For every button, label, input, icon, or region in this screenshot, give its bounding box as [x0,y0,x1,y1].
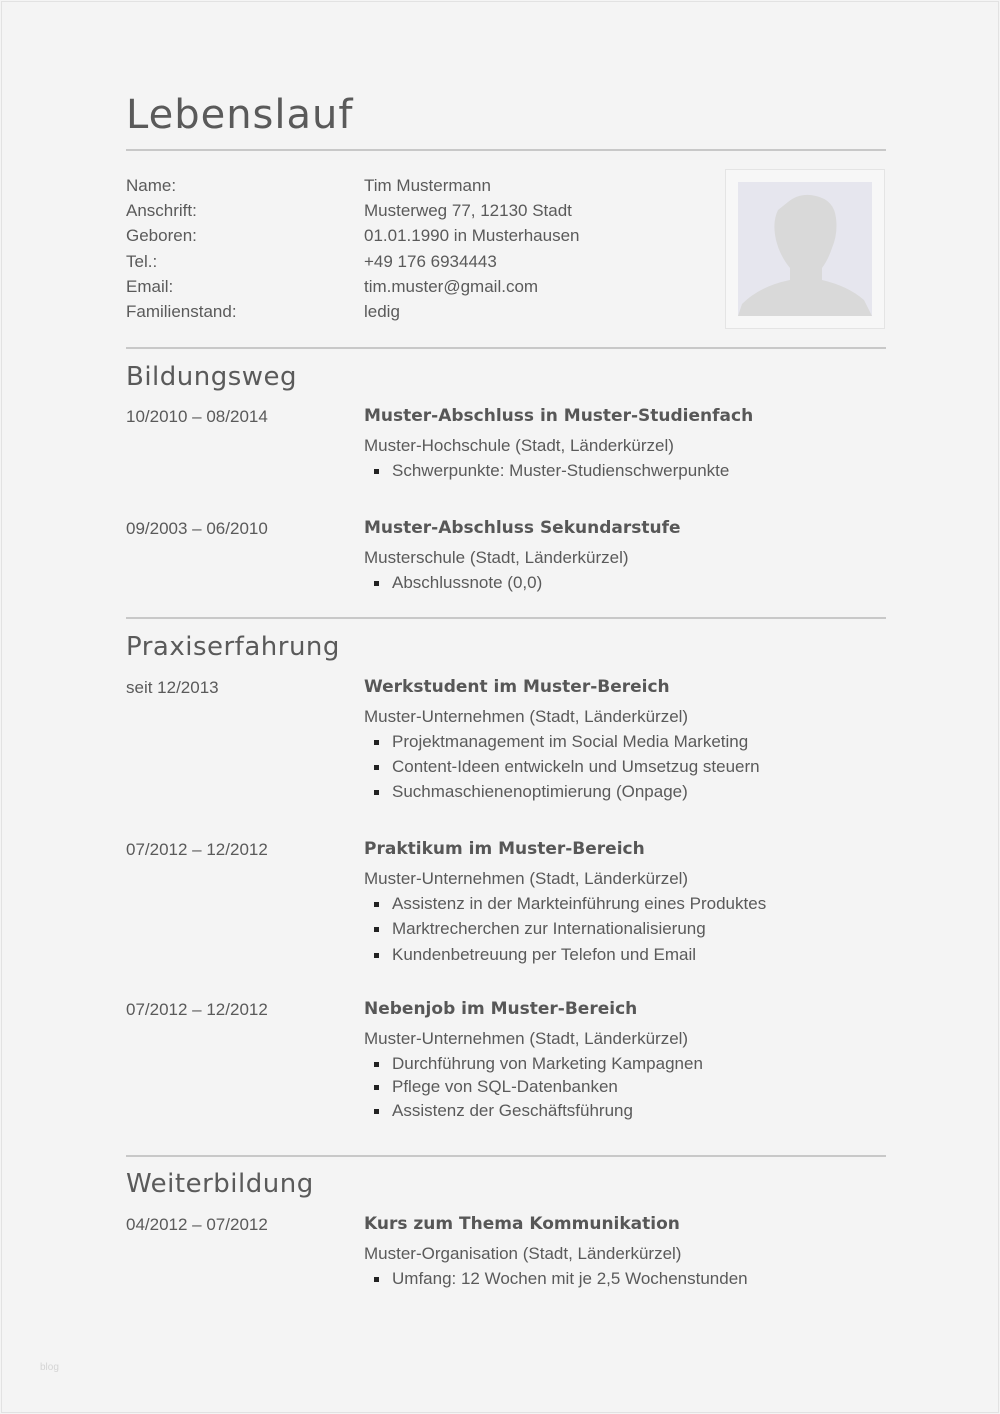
list-item: Suchmaschienenoptimierung (Onpage) [374,782,688,802]
entry-company: Muster-Unternehmen (Stadt, Länderkürzel) [364,707,689,726]
entry-title: Muster-Abschluss Sekundarstufe [364,518,681,538]
list-item: Schwerpunkte: Muster-Studienschwerpunkte [374,461,729,481]
entry-title: Nebenjob im Muster-Bereich [364,999,638,1019]
list-item: Projektmanagement im Social Media Marketing [374,732,748,752]
list-item: Abschlussnote (0,0) [374,573,542,593]
address-value: Musterweg 77, 12130 Stadt [364,201,572,220]
entry-institution: Musterschule (Stadt, Länderkürzel) [364,548,629,567]
list-item: Assistenz der Geschäftsführung [374,1101,633,1121]
phone-value: +49 176 6934443 [364,252,497,271]
entry-date: 04/2012 – 07/2012 [126,1215,268,1234]
profile-photo-frame [725,169,885,329]
list-item: Kundenbetreuung per Telefon und Email [374,945,696,965]
list-item: Content-Ideen entwickeln und Umsetzug steuern [374,757,760,777]
person-silhouette-icon [738,182,872,316]
section-title-bildungsweg: Bildungsweg [126,362,298,392]
entry-title: Praktikum im Muster-Bereich [364,839,645,859]
entry-date: seit 12/2013 [126,678,219,697]
list-item: Pflege von SQL-Datenbanken [374,1077,618,1097]
page-title: Lebenslauf [126,92,354,138]
list-item: Umfang: 12 Wochen mit je 2,5 Wochenstunden [374,1269,748,1289]
entry-date: 07/2012 – 12/2012 [126,1000,268,1019]
birth-value: 01.01.1990 in Musterhausen [364,226,580,245]
entry-company: Muster-Unternehmen (Stadt, Länderkürzel) [364,1029,689,1048]
email-value: tim.muster@gmail.com [364,277,539,296]
name-label: Name: [126,176,177,195]
watermark: blog [40,1362,59,1373]
entry-date: 07/2012 – 12/2012 [126,840,268,859]
profile-photo [738,182,872,316]
entry-date: 10/2010 – 08/2014 [126,407,268,426]
list-item: Marktrecherchen zur Internationalisierung [374,919,706,939]
entry-company: Muster-Unternehmen (Stadt, Länderkürzel) [364,869,689,888]
marital-status-label: Familienstand: [126,302,237,321]
section-title-praxiserfahrung: Praxiserfahrung [126,632,340,662]
entry-date: 09/2003 – 06/2010 [126,519,268,538]
divider [126,149,886,151]
phone-label: Tel.: [126,252,158,271]
divider [126,617,886,619]
entry-organization: Muster-Organisation (Stadt, Länderkürzel) [364,1244,682,1263]
entry-institution: Muster-Hochschule (Stadt, Länderkürzel) [364,436,674,455]
address-label: Anschrift: [126,201,197,220]
birth-label: Geboren: [126,226,197,245]
list-item: Durchführung von Marketing Kampagnen [374,1054,703,1074]
entry-title: Muster-Abschluss in Muster-Studienfach [364,406,754,426]
list-item: Assistenz in der Markteinführung eines Produktes [374,894,766,914]
marital-status-value: ledig [364,302,400,321]
divider [126,347,886,349]
email-label: Email: [126,277,174,296]
entry-title: Kurs zum Thema Kommunikation [364,1214,680,1234]
divider [126,1155,886,1157]
name-value: Tim Mustermann [364,176,491,195]
entry-title: Werkstudent im Muster-Bereich [364,677,670,697]
section-title-weiterbildung: Weiterbildung [126,1169,314,1199]
